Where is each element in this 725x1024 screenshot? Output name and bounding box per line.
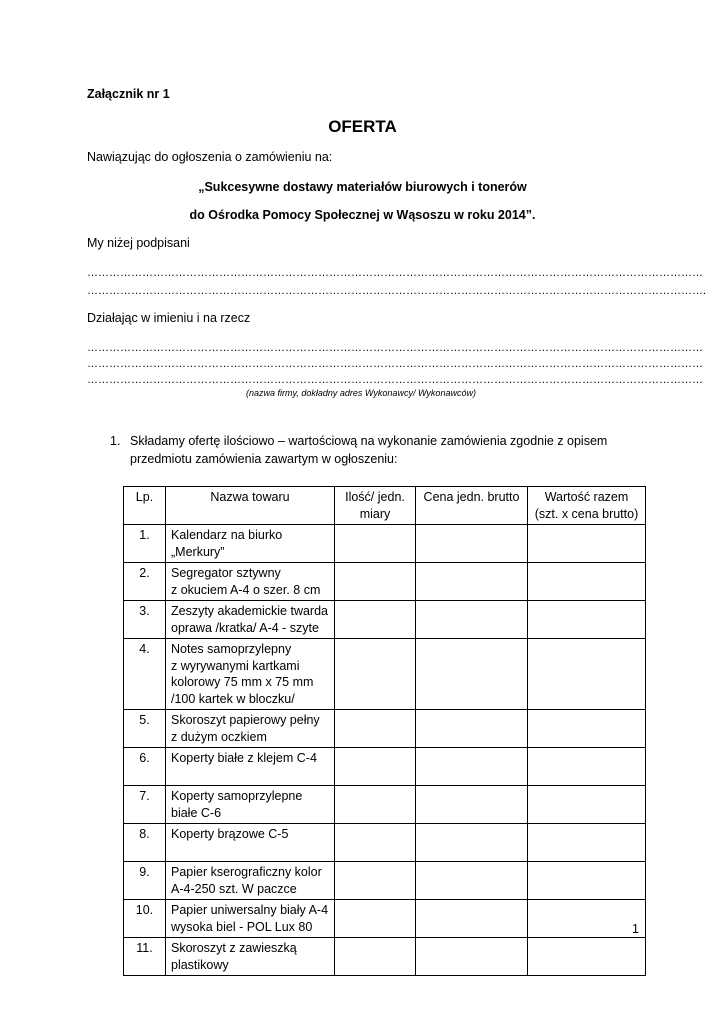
table-header-row (124, 487, 646, 525)
row-product-name (166, 710, 335, 748)
row-lp: 4. (124, 639, 166, 710)
table-row (124, 938, 646, 976)
product-name-line: A-4-250 szt. W paczce (171, 881, 297, 896)
header-quantity-line: Ilość/ jedn. (345, 490, 405, 504)
company-fill-line: …………………………………………………………………………………………………………………………………………………… (87, 342, 703, 354)
row-product-name (166, 938, 335, 976)
row-value-cell[interactable] (528, 900, 646, 938)
row-price-cell[interactable] (416, 748, 528, 786)
row-lp: 3. (124, 601, 166, 639)
row-product-name (166, 639, 335, 710)
table-row (124, 748, 646, 786)
row-price-cell[interactable] (416, 862, 528, 900)
header-value-line: Wartość razem (544, 490, 629, 504)
product-name-line: Papier uniwersalny biały A-4 (171, 903, 329, 917)
row-quantity-cell[interactable] (335, 710, 416, 748)
row-price-cell[interactable] (416, 710, 528, 748)
row-quantity-cell[interactable] (335, 748, 416, 786)
row-price-cell[interactable] (416, 639, 528, 710)
product-name-line: Koperty białe z klejem C-4 (171, 751, 317, 765)
product-name-line: z dużym oczkiem (171, 729, 267, 744)
table-row (124, 601, 646, 639)
page-number: 1 (632, 922, 639, 936)
header-price: Cena jedn. brutto (416, 487, 528, 525)
row-price-cell[interactable] (416, 525, 528, 563)
row-price-cell[interactable] (416, 824, 528, 862)
product-name-line (171, 843, 329, 860)
row-product-name (166, 601, 335, 639)
signatory-fill-line: ……………………………………………………………………………………………………………………………………………………. (87, 285, 707, 297)
row-quantity-cell[interactable] (335, 601, 416, 639)
table-row (124, 862, 646, 900)
company-fill-line: …………………………………………………………………………………………………………………………………………………… (87, 374, 703, 386)
header-lp: Lp. (124, 487, 166, 525)
section-text-line-2: przedmiotu zamówienia zawartym w ogłoszeniu: (130, 452, 398, 466)
row-lp: 8. (124, 824, 166, 862)
product-name-line: Koperty brązowe C-5 (171, 827, 289, 841)
row-value-cell[interactable] (528, 938, 646, 976)
row-value-cell[interactable] (528, 824, 646, 862)
table-body (124, 525, 646, 976)
row-lp: 10. (124, 900, 166, 938)
product-name-line: kolorowy 75 mm x 75 mm (171, 675, 314, 689)
product-name-line: oprawa /kratka/ A-4 - szyte (171, 620, 319, 635)
row-value-cell[interactable] (528, 639, 646, 710)
row-quantity-cell[interactable] (335, 563, 416, 601)
row-product-name (166, 862, 335, 900)
header-value-line: (szt. x cena brutto) (534, 506, 639, 521)
row-price-cell[interactable] (416, 938, 528, 976)
reference-text: Nawiązując do ogłoszenia o zamówieniu na: (87, 150, 333, 164)
table-row (124, 525, 646, 563)
section-number: 1. (110, 434, 121, 448)
header-value (528, 487, 646, 525)
acting-label: Działając w imieniu i na rzecz (87, 311, 251, 325)
table-row (124, 900, 646, 938)
product-name-line: Skoroszyt z zawieszką (171, 941, 297, 955)
header-quantity (335, 487, 416, 525)
product-name-line: z wyrywanymi kartkami (171, 658, 300, 673)
table-row (124, 710, 646, 748)
row-price-cell[interactable] (416, 563, 528, 601)
row-product-name (166, 525, 335, 563)
product-name-line: wysoka biel - POL Lux 80 (171, 919, 313, 934)
product-name-line (171, 767, 329, 784)
product-name-line: Segregator sztywny (171, 566, 281, 580)
annex-label: Załącznik nr 1 (87, 87, 170, 101)
row-lp: 5. (124, 710, 166, 748)
row-product-name (166, 900, 335, 938)
row-price-cell[interactable] (416, 601, 528, 639)
table-row (124, 824, 646, 862)
table-row (124, 786, 646, 824)
row-lp: 1. (124, 525, 166, 563)
row-quantity-cell[interactable] (335, 862, 416, 900)
row-value-cell[interactable] (528, 525, 646, 563)
row-quantity-cell[interactable] (335, 900, 416, 938)
header-name: Nazwa towaru (166, 487, 335, 525)
row-value-cell[interactable] (528, 862, 646, 900)
row-lp: 6. (124, 748, 166, 786)
signatory-fill-line: …………………………………………………………………………………………………………………………………………………… (87, 267, 703, 279)
row-product-name (166, 748, 335, 786)
table-row (124, 639, 646, 710)
row-quantity-cell[interactable] (335, 824, 416, 862)
product-name-line: z okuciem A-4 o szer. 8 cm (171, 582, 321, 597)
signed-label: My niżej podpisani (87, 236, 190, 250)
row-value-cell[interactable] (528, 748, 646, 786)
row-lp: 2. (124, 563, 166, 601)
product-name-line: Zeszyty akademickie twarda (171, 604, 329, 618)
table-row (124, 563, 646, 601)
company-fill-line: …………………………………………………………………………………………………………………………………………………… (87, 358, 703, 370)
row-quantity-cell[interactable] (335, 938, 416, 976)
page-title: OFERTA (328, 117, 397, 136)
row-lp: 7. (124, 786, 166, 824)
row-product-name (166, 786, 335, 824)
row-value-cell[interactable] (528, 601, 646, 639)
row-quantity-cell[interactable] (335, 786, 416, 824)
row-quantity-cell[interactable] (335, 639, 416, 710)
row-product-name (166, 563, 335, 601)
row-value-cell[interactable] (528, 786, 646, 824)
subject-line-1: „Sukcesywne dostawy materiałów biurowych i tonerów (198, 180, 527, 194)
product-name-line: Koperty samoprzylepne (171, 789, 303, 803)
section-text-line-1: Składamy ofertę ilościowo – wartościową na wykonanie zamówienia zgodnie z opisem (130, 434, 608, 448)
product-name-line: „Merkury” (171, 544, 225, 559)
company-caption: (nazwa firmy, dokładny adres Wykonawcy/ Wykonawców) (246, 388, 476, 398)
product-name-line: Skoroszyt papierowy pełny (171, 713, 320, 727)
product-name-line: Notes samoprzylepny (171, 642, 292, 656)
row-quantity-cell[interactable] (335, 525, 416, 563)
row-price-cell[interactable] (416, 786, 528, 824)
offer-table (123, 486, 646, 976)
product-name-line: /100 kartek w bloczku/ (171, 691, 295, 706)
product-name-line: białe C-6 (171, 805, 222, 820)
product-name-line: Kalendarz na biurko (171, 528, 283, 542)
subject-line-2: do Ośrodka Pomocy Społecznej w Wąsoszu w roku 2014”. (189, 208, 536, 222)
row-lp: 11. (124, 938, 166, 976)
row-value-cell[interactable] (528, 710, 646, 748)
row-lp: 9. (124, 862, 166, 900)
row-price-cell[interactable] (416, 900, 528, 938)
row-product-name (166, 824, 335, 862)
header-quantity-line: miary (359, 506, 391, 521)
product-name-line: plastikowy (171, 957, 229, 972)
row-value-cell[interactable] (528, 563, 646, 601)
product-name-line: Papier kserograficzny kolor (171, 865, 322, 879)
